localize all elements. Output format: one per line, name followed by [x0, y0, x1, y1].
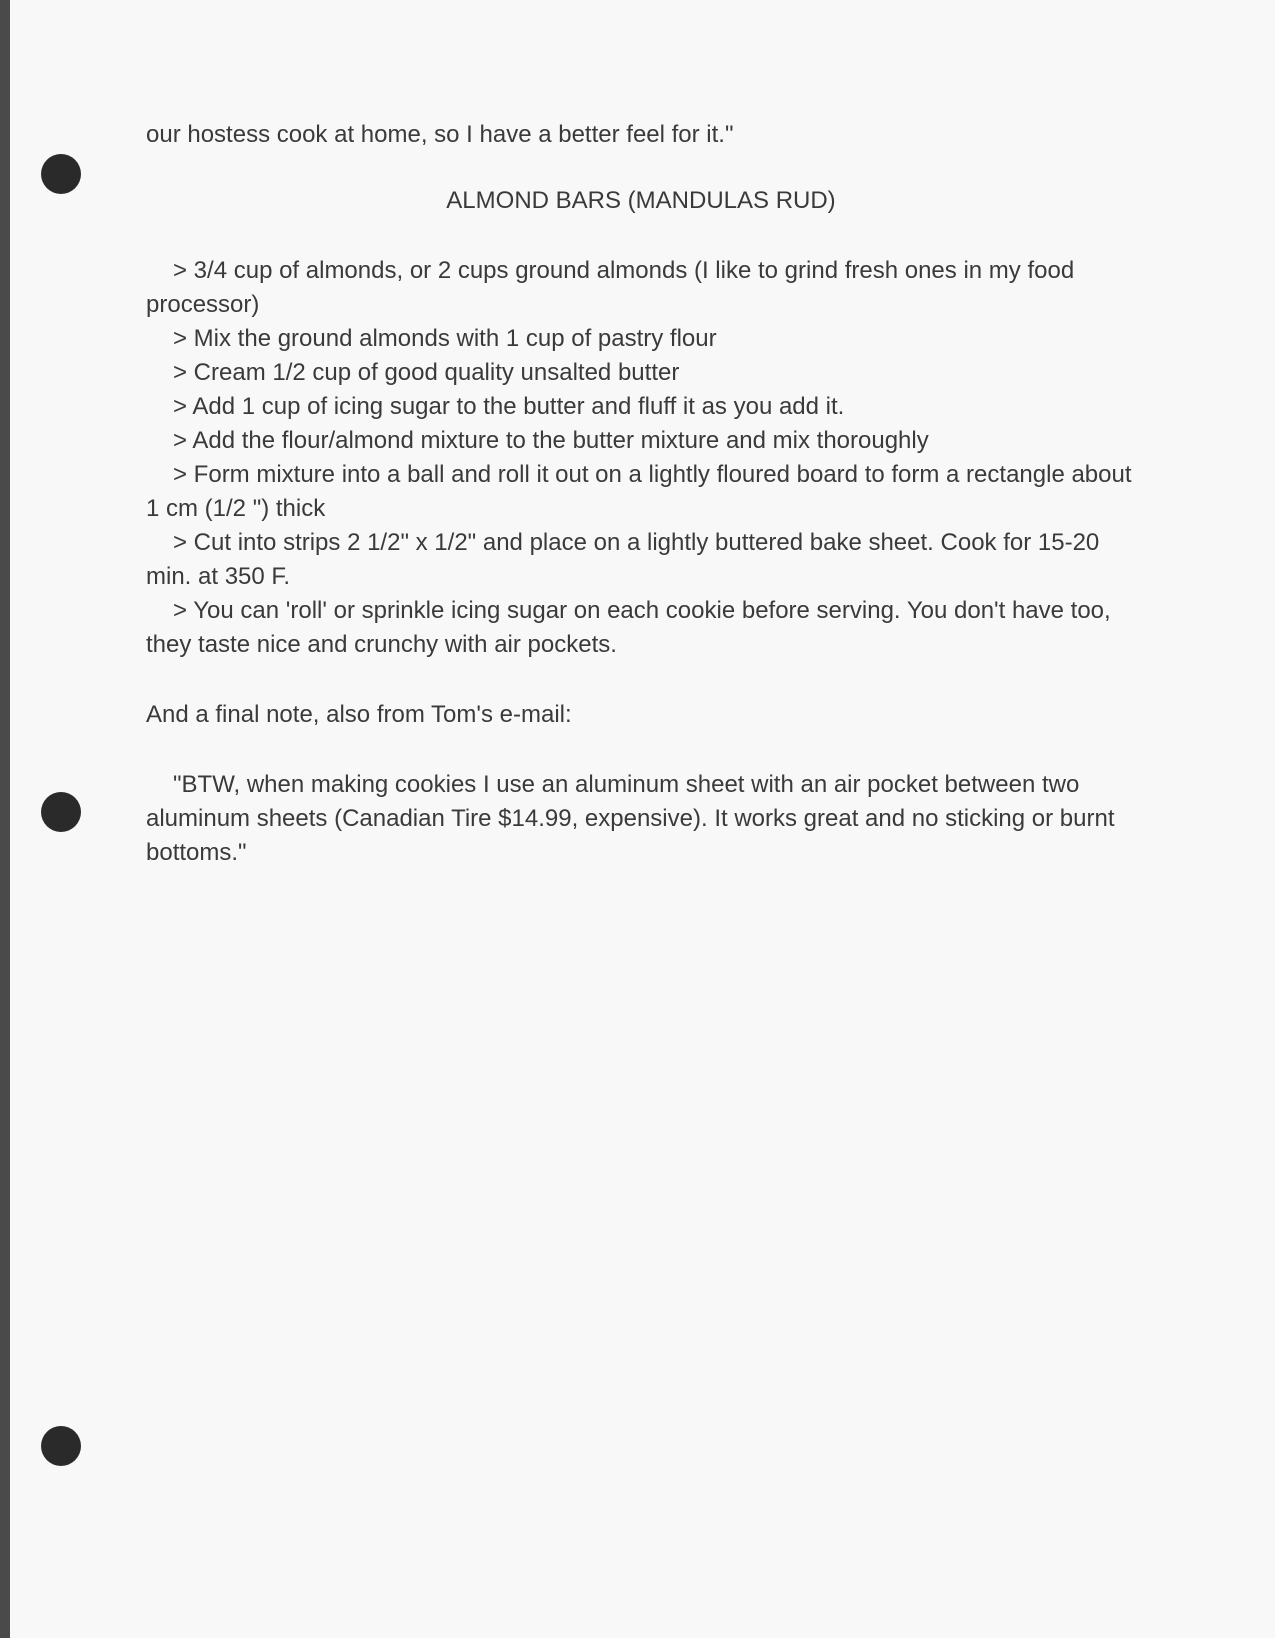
binder-hole-bottom [41, 1426, 81, 1466]
recipe-step: > Add the flour/almond mixture to the butter mixture and mix thoroughly [173, 427, 929, 454]
recipe-step: > You can 'roll' or sprinkle icing sugar on each cookie before serving. You don't have too, they taste nice and crunchy with air pockets. [146, 597, 1111, 658]
recipe-step: > Mix the ground almonds with 1 cup of pastry flour [173, 325, 717, 352]
binder-hole-middle [41, 792, 81, 832]
recipe-title: ALMOND BARS (MANDULAS RUD) [446, 187, 836, 214]
page-left-edge [0, 0, 10, 1638]
email-quote: "BTW, when making cookies I use an aluminum sheet with an air pocket between two aluminum sheets (Canadian Tire $14.99, expensive). It works great and no sticking or burnt bottoms." [146, 771, 1115, 866]
recipe-step: > Cream 1/2 cup of good quality unsalted butter [173, 359, 680, 386]
intro-line: our hostess cook at home, so I have a better feel for it." [146, 121, 734, 148]
recipe-step: > Form mixture into a ball and roll it out on a lightly floured board to form a rectangle about 1 cm (1/2 ") thick [146, 461, 1132, 522]
recipe-steps [146, 254, 1136, 662]
final-note: And a final note, also from Tom's e-mail: [146, 701, 572, 728]
document-page [146, 118, 1136, 870]
binder-hole-top [41, 154, 81, 194]
recipe-step: > Add 1 cup of icing sugar to the butter and fluff it as you add it. [173, 393, 845, 420]
recipe-step: > 3/4 cup of almonds, or 2 cups ground almonds (I like to grind fresh ones in my food processor) [146, 257, 1075, 318]
recipe-step: > Cut into strips 2 1/2" x 1/2" and place on a lightly buttered bake sheet. Cook for 15-20 min. at 350 F. [146, 529, 1100, 590]
